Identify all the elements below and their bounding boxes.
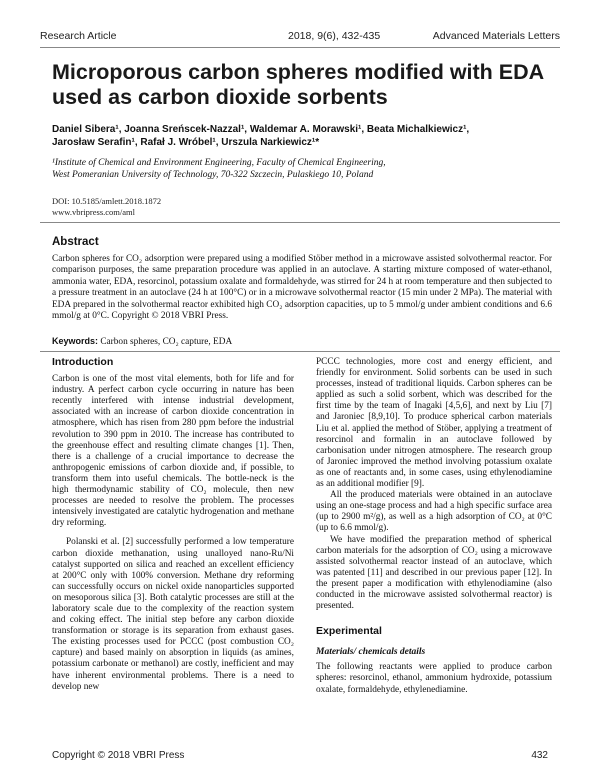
journal-volume-pages: 2018, 9(6), 432-435 [288,30,381,42]
intro-paragraph-1: Carbon is one of the most vital elements, both for life and for industry. A perfect carbon cycle occurring in nature has been recently interfered with intense industrial development, associated with an increase of carbon dioxide concentration in atmosphere, which has risen from 280 ppm before the industrial revolution to 390 ppm in 2010. The increase has contributed to the greenhouse effect and resulting climate changes [1]. Then, there is a challenge of a crucial importance to decrease the anthropogenic emissions of carbon dioxide and, if possible, to transform them into useful chemicals. The bottle-neck is the high thermodynamic stability of CO₂ molecule, then new processes are needed to resolve the problem. The processes intensively investigated are catalytic hydrogenation and methane dry reforming. [52,374,294,529]
abstract-text: Carbon spheres for CO₂ adsorption were prepared using a modified Stöber method in a microwave assisted solvothermal reactor. For comparison purposes, the same preparation procedure was applied in an autoclave. A starting mixture composed of water-ethanol, ammonia water, EDA, resorcinol, potassium oxalate and formaldehyde, was stirred for 24 h at room temperature and then subjected to a pressure treatment in an autoclave (24 h at 100°C) or in a microwave solvothermal reactor (15 min under 2 MPa). The material with EDA prepared in the solvothermal reactor exhibited high CO₂ adsorption capacities, up to 5 mmol/g under ambient conditions and 6.6 mmol/g at 0°C. Copyright © 2018 VBRI Press. [52,254,552,322]
page-footer [52,750,548,761]
header-divider [40,47,560,48]
author-list [52,123,562,149]
doi-link[interactable]: DOI: 10.5185/amlett.2018.1872 [52,196,162,206]
author-line-2: Jarosław Serafin¹, Rafał J. Wróbel¹, Urszula Narkiewicz¹* [52,137,320,148]
abstract-heading: Abstract [52,236,99,248]
experimental-heading: Experimental [316,625,382,638]
right-paragraph-3: We have modified the preparation method of spherical carbon materials for the adsorption of CO₂ using a microwave assisted solvothermal reactor instead of an autoclave, which was patented [11] and described in our previous paper [12]. In the present paper a modification with ethylenodiamine (also conducted in the microwave assisted solvothermal reactor) is presented. [316,534,552,612]
page-number: 432 [531,750,548,761]
doi-block [52,196,161,218]
abstract-bottom-divider [40,351,560,352]
article-type: Research Article [40,30,117,42]
materials-paragraph: The following reactants were applied to produce carbon spheres: resorcinol, ethanol, ammonium hydroxide, potassium oxalate, formaldehyde, ethylenediamine. [316,662,552,695]
running-header [40,30,560,44]
journal-website-link[interactable]: www.vbripress.com/aml [52,207,136,217]
affiliation-line-1: ¹Institute of Chemical and Environment Engineering, Faculty of Chemical Engineering, [52,158,386,168]
journal-name: Advanced Materials Letters [432,30,560,42]
affiliation [52,157,552,181]
keywords-text: Carbon spheres, CO₂ capture, EDA [100,337,233,347]
intro-paragraph-2: Polanski et al. [2] successfully performed a low temperature carbon dioxide methanation, using unalloyed nano-Ru/Ni catalyst supported on silica and reached an excellent efficiency at 200°C only with 100% conversion. Methane dry reforming can successfully occurs on nickel oxide nanoparticles supported on mesoporous silica [3]. Both catalytic processes are still at the laboratory scale due to the complexity of the reaction system and coking effect. The initial step before any carbon dioxide transformation or storage is its separation from exhaust gases. The existing processes used for PCCC (post combustion CO₂ capture) and based mainly on absorption in liquids (as amines, potassium carbonate or methanol) are costly, inefficient and may have inherent environmental problems. There is a need to develop new [52,537,294,692]
right-column [316,357,552,696]
footer-copyright: Copyright © 2018 VBRI Press [52,750,185,761]
keywords [52,336,552,347]
right-paragraph-1: PCCC technologies, more cost and energy efficient, and friendly for environment. Solid sorbents can be used in such processes, instead of traditional liquids. Carbon spheres can be applied as such a solid sorbent, which was described for the first time by the team of Inagaki [4,5,6], and next by Liu [7] and Jaroniec [8,9,10]. To produce spherical carbon materials Liu et al. applied the method of Stöber, applying a treatment of resorcinol and formalin in an autoclave followed by carbonisation under nitrogen atmosphere. The research group of Jaroniec improved the method involving potassium oxalate as one of reactants and, in some cases, using ethylenodiamine as an additional modifier [9]. [316,357,552,490]
left-column [52,357,294,693]
author-line-1: Daniel Sibera¹, Joanna Sreńscek-Nazzal¹, Waldemar A. Morawski¹, Beata Michalkiewicz¹, [52,124,470,135]
materials-subheading: Materials/ chemicals details [316,647,426,658]
paper-title: Microporous carbon spheres modified with EDA used as carbon dioxide sorbents [52,60,544,109]
affiliation-line-2: West Pomeranian University of Technology, 70-322 Szczecin, Pulaskiego 10, Poland [52,170,374,180]
abstract-top-divider [40,222,560,223]
introduction-heading: Introduction [52,356,114,368]
keywords-label: Keywords: [52,336,99,346]
right-paragraph-2: All the produced materials were obtained in an autoclave using an one-stage process and had a high specific surface area (up to 2900 m²/g), as well as a high adsorption of CO₂ at 0°C (up to 6.6 mmol/g). [316,490,552,534]
